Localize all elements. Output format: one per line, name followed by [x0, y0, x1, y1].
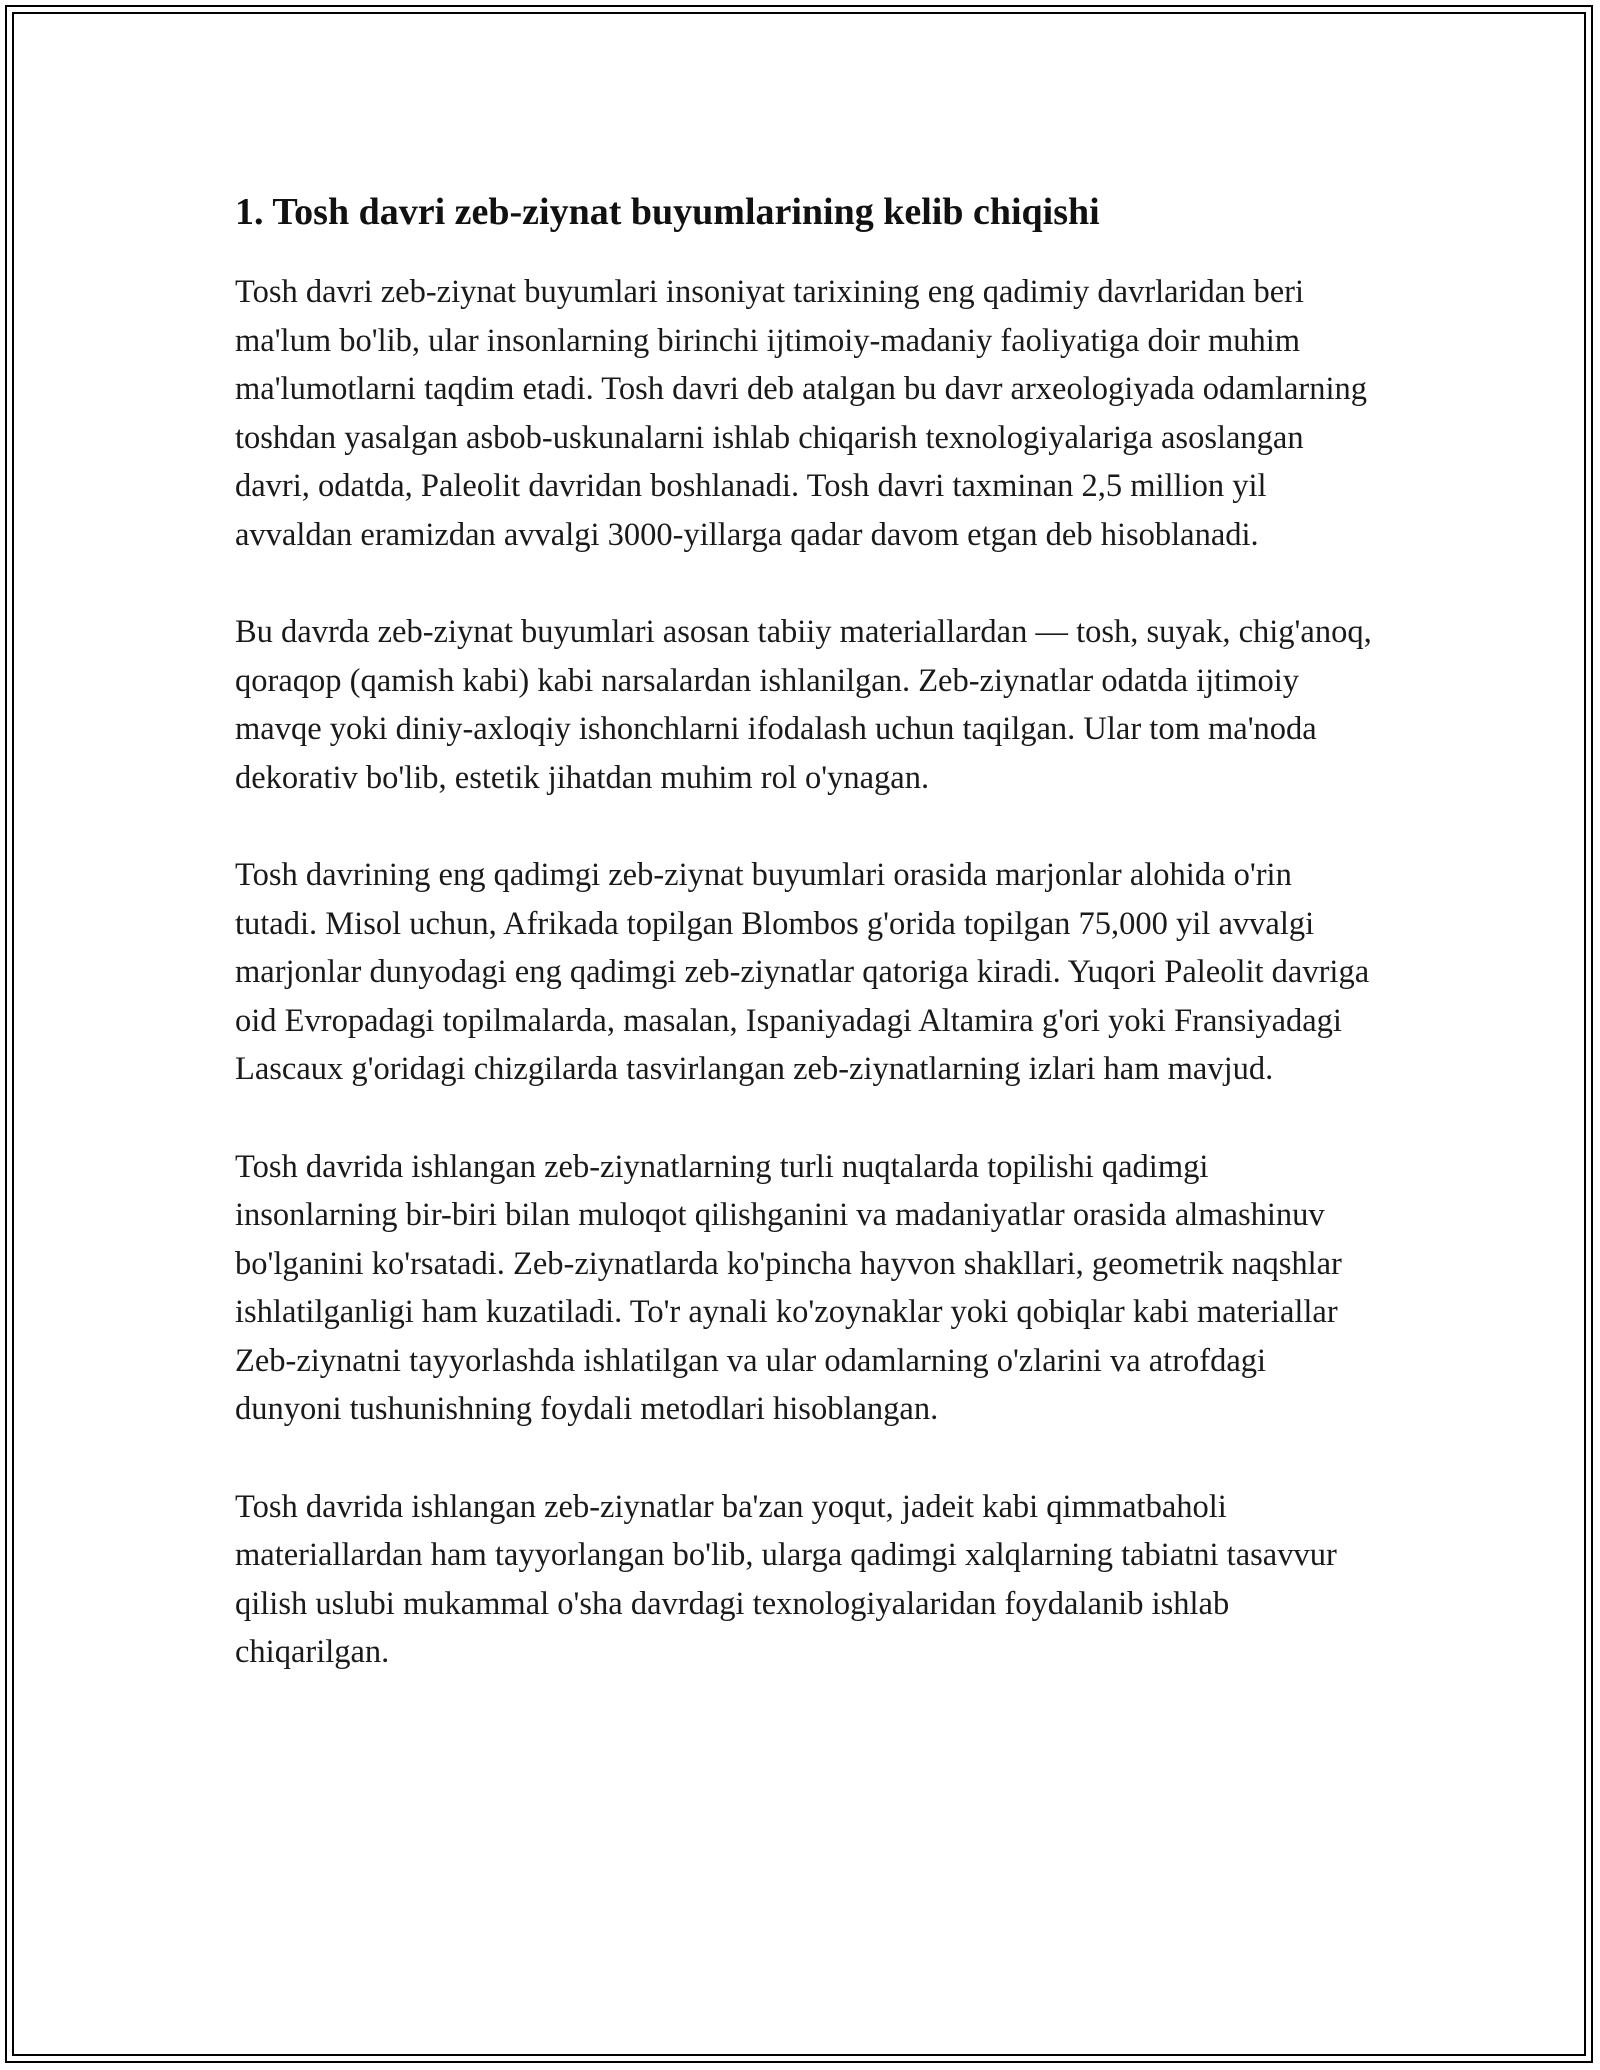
paragraph-2: Bu davrda zeb-ziynat buyumlari asosan tabiiy materiallardan — tosh, suyak, chig'anoq, qoraqop (qamish kabi) kabi narsalardan ishlanilgan. Zeb-ziynatlar odatda ijtimoiy mavqe yoki diniy-axloqiy ishonchlarni ifodalash uchun taqilgan. Ular tom ma'noda dekorativ bo'lib, estetik jihatdan muhim rol o'ynagan.: [235, 614, 1372, 796]
paragraph-1: Tosh davri zeb-ziynat buyumlari insoniyat tarixining eng qadimiy davrlaridan beri ma'lum bo'lib, ular insonlarning birinchi ijtimoiy-madaniy faoliyatiga doir muhim ma'lumotlarni taqdim etadi. Tosh davri deb atalgan bu davr arxeologiyada odamlarning toshdan yasalgan asbob-uskunalarni ishlab chiqarish texnologiyalariga asoslangan davri, odatda, Paleolit davridan boshlanadi. Tosh davri taxminan 2,5 million yil avvaldan eramizdan avvalgi 3000-yillarga qadar davom etgan deb hisoblanadi.: [235, 274, 1368, 553]
document-body: [235, 188, 1375, 1726]
paragraph-4: Tosh davrida ishlangan zeb-ziynatlarning turli nuqtalarda topilishi qadimgi insonlarning bir-biri bilan muloqot qilishganini va madaniyatlar orasida almashinuv bo'lganini ko'rsatadi. Zeb-ziynatlarda ko'pincha hayvon shakllari, geometrik naqshlar ishlatilganligi ham kuzatiladi. To'r aynali ko'zoynaklar yoki qobiqlar kabi materiallar Zeb-ziynatni tayyorlashda ishlatilgan va ular odamlarning o'zlarini va atrofdagi dunyoni tushunishning foydali metodlari hisoblangan.: [235, 1148, 1342, 1427]
paragraph-5: Tosh davrida ishlangan zeb-ziynatlar ba'zan yoqut, jadeit kabi qimmatbaholi materiallardan ham tayyorlangan bo'lib, ularga qadimgi xalqlarning tabiatni tasavvur qilish uslubi mukammal o'sha davrdagi texnologiyalaridan foydalanib ishlab chiqarilgan.: [235, 1488, 1337, 1670]
section-title: 1. Tosh davri zeb-ziynat buyumlarining kelib chiqishi: [235, 191, 1100, 233]
paragraph-3: Tosh davrining eng qadimgi zeb-ziynat buyumlari orasida marjonlar alohida o'rin tutadi. Misol uchun, Afrikada topilgan Blombos g'orida topilgan 75,000 yil avvalgi marjonlar dunyodagi eng qadimgi zeb-ziynatlar qatoriga kiradi. Yuqori Paleolit davriga oid Evropadagi topilmalarda, masalan, Ispaniyadagi Altamira g'ori yoki Fransiyadagi Lascaux g'oridagi chizgilarda tasvirlangan zeb-ziynatlarning izlari ham mavjud.: [235, 857, 1370, 1087]
